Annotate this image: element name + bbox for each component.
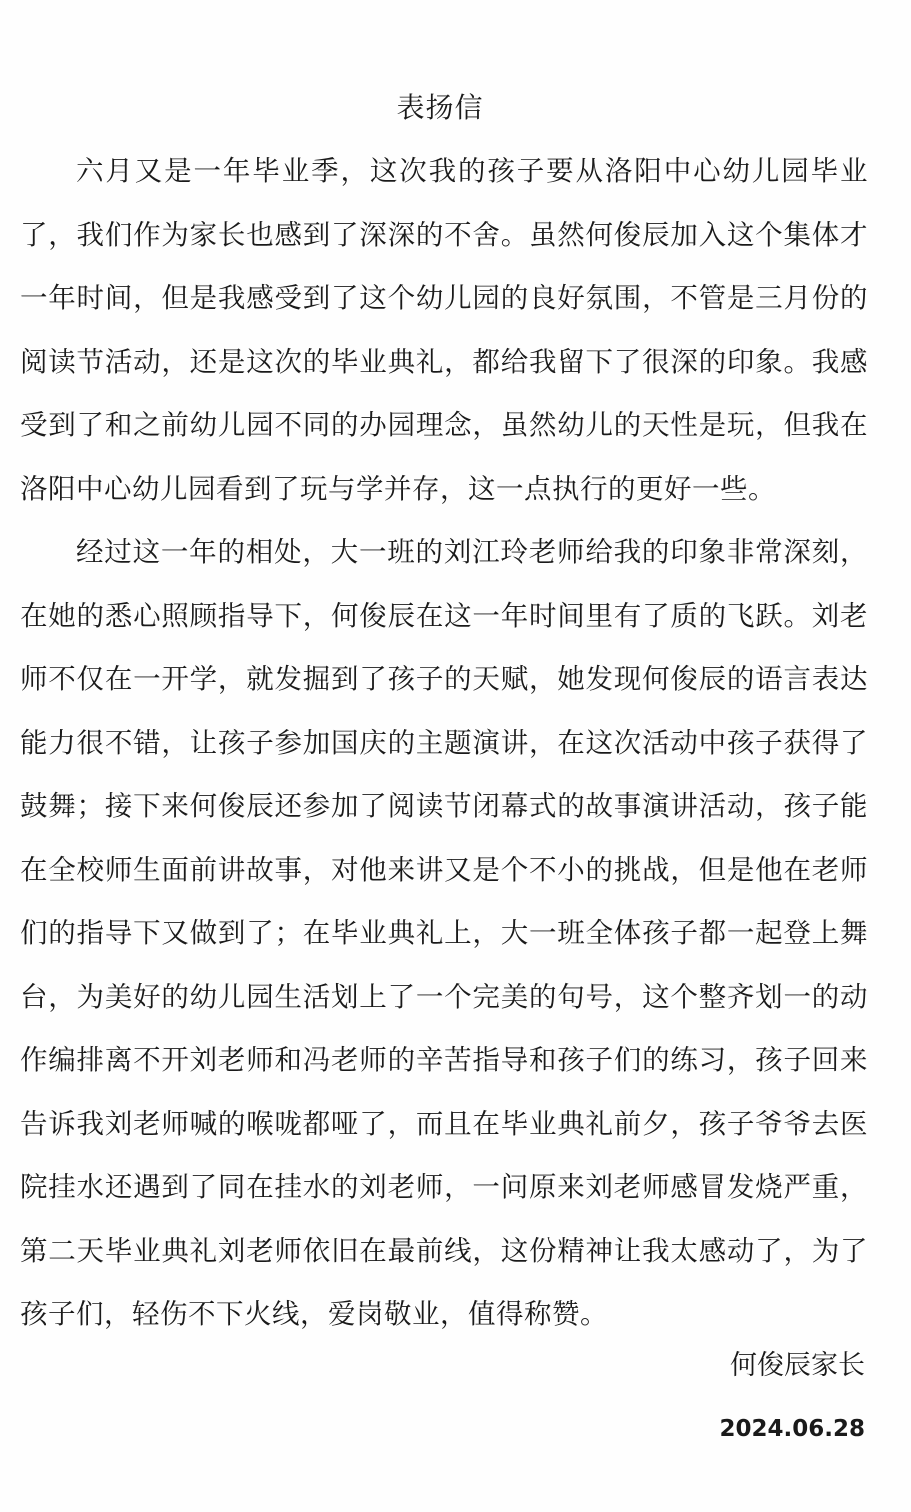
letter-date: 2024.06.28 (719, 1416, 865, 1442)
letter-paragraph: 经过这一年的相处，大一班的刘江玲老师给我的印象非常深刻，在她的悉心照顾指导下，何俊辰在这一年时间里有了质的飞跃。刘老师不仅在一开学，就发掘到了孩子的天赋，她发现何俊辰的语言表达能力很不错，让孩子参加国庆的主题演讲，在这次活动中孩子获得了鼓舞；接下来何俊辰还参加了阅读节闭幕式的故事演讲活动，孩子能在全校师生面前讲故事，对他来讲又是个不小的挑战，但是他在老师们的指导下又做到了；在毕业典礼上，大一班全体孩子都一起登上舞台，为美好的幼儿园生活划上了一个完美的句号，这个整齐划一的动作编排离不开刘老师和冯老师的辛苦指导和孩子们的练习，孩子回来告诉我刘老师喊的喉咙都哑了，而且在毕业典礼前夕，孩子爷爷去医院挂水还遇到了同在挂水的刘老师，一问原来刘老师感冒发烧严重，第二天毕业典礼刘老师依旧在最前线，这份精神让我太感动了，为了孩子们，轻伤不下火线，爱岗敬业，值得称赞。 (20, 536, 868, 1330)
letter-title: 表扬信 (396, 91, 484, 124)
letter-signature: 何俊辰家长 (730, 1350, 865, 1381)
letter-paragraph: 六月又是一年毕业季，这次我的孩子要从洛阳中心幼儿园毕业了，我们作为家长也感到了深深的不舍。虽然何俊辰加入这个集体才一年时间，但是我感受到了这个幼儿园的良好氛围，不管是三月份的阅读节活动，还是这次的毕业典礼，都给我留下了很深的印象。我感受到了和之前幼儿园不同的办园理念，虽然幼儿的天性是玩，但我在洛阳中心幼儿园看到了玩与学并存，这一点执行的更好一些。 (20, 155, 868, 505)
